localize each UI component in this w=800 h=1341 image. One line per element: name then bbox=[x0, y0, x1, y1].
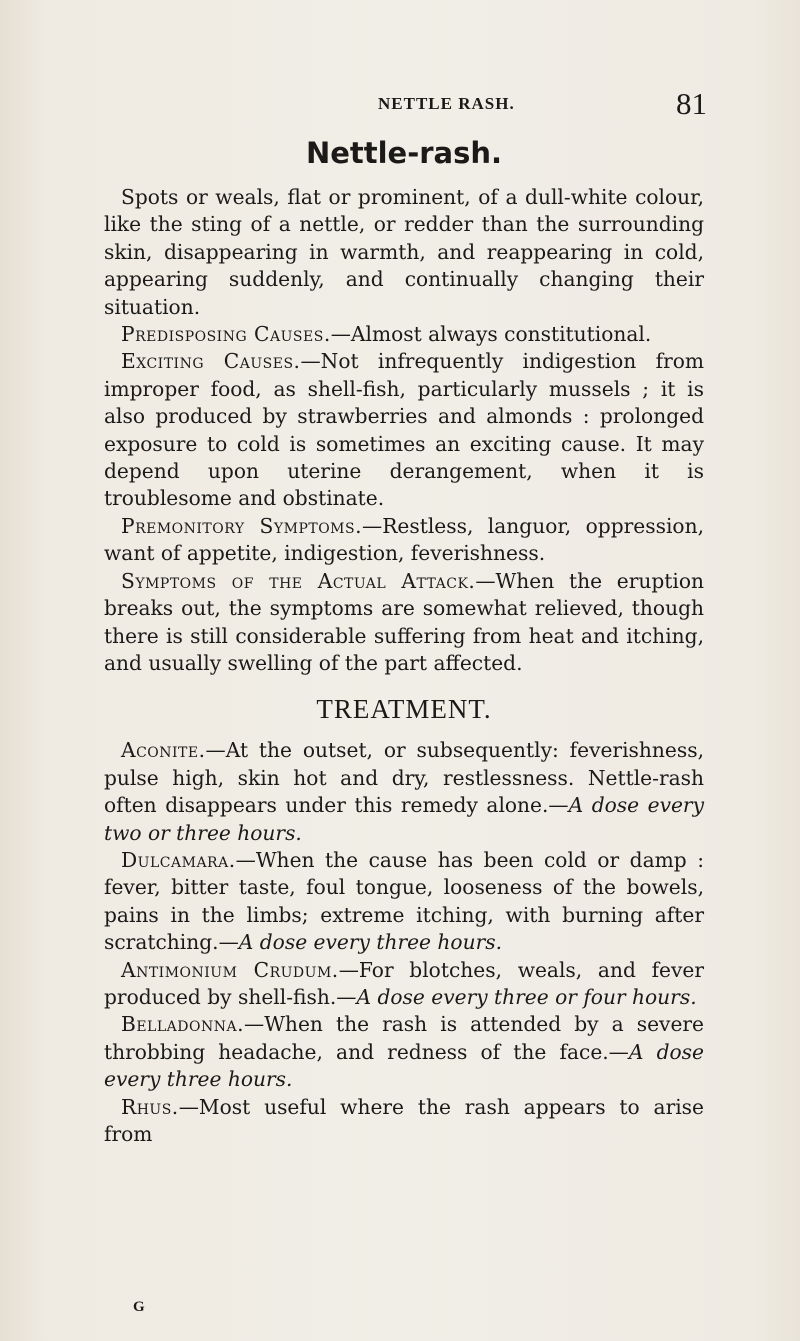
remedy-text: —At the outset, or subsequently: feverishness, pulse high, skin hot and dry, restlessness. Nettle-rash often disappears under this remedy alone.— bbox=[104, 738, 704, 818]
cause-text: —Restless, languor, oppression, want of appetite, indigestion, feverishness. bbox=[104, 513, 704, 566]
signature-mark: G bbox=[133, 1299, 145, 1315]
cause-entry-predisposing bbox=[104, 321, 704, 348]
cause-entry-premonitory bbox=[104, 513, 704, 568]
page-number: 81 bbox=[676, 86, 707, 121]
remedy-dose: A dose every three hours. bbox=[238, 930, 502, 955]
remedy-antimonium-crudum bbox=[104, 957, 704, 1012]
remedy-text: —When the cause has been cold or damp : fever, bitter taste, foul tongue, looseness of the bowels, pains in the limbs; extreme itching, with burning after scratching.— bbox=[104, 847, 704, 955]
cause-text: —When the eruption breaks out, the symptoms are somewhat relieved, though there is still considerable suffering from heat and itching, and usually swelling of the part affected. bbox=[104, 568, 704, 675]
cause-term: Premonitory Symptoms. bbox=[121, 513, 363, 538]
cause-text: —Not infrequently indigestion from improper food, as shell-fish, particularly mussels ; it is also produced by strawberries and almonds : prolonged exposure to cold is sometimes an exciting cause. It may depend upon uterine derangement, when it is troublesome and obstinate. bbox=[104, 349, 705, 511]
remedy-dulcamara bbox=[104, 847, 704, 957]
remedy-belladonna bbox=[104, 1011, 704, 1093]
cause-entry-actual-attack bbox=[104, 568, 704, 678]
description-paragraph: Spots or weals, flat or prominent, of a dull-white colour, like the sting of a nettle, or redder than the surrounding skin, disappearing in warmth, and reappearing in cold, appearing suddenly, and continually changing their situation. bbox=[104, 185, 704, 319]
remedy-dose: A dose every two or three hours. bbox=[104, 793, 704, 845]
cause-entry-exciting bbox=[104, 348, 704, 512]
remedy-dose: A dose every three hours. bbox=[104, 1039, 704, 1092]
remedy-name: Dulcamara. bbox=[121, 847, 236, 872]
remedy-text: —Most useful where the rash appears to arise from bbox=[104, 1094, 704, 1146]
running-head: NETTLE RASH. bbox=[378, 94, 515, 113]
remedy-name: Rhus. bbox=[121, 1094, 179, 1119]
remedy-name: Aconite. bbox=[121, 738, 206, 763]
remedy-text: —For blotches, weals, and fever produced by shell-fish.— bbox=[104, 957, 704, 1009]
cause-term: Exciting Causes. bbox=[121, 349, 301, 374]
remedy-name: Belladonna. bbox=[121, 1012, 244, 1037]
page-header bbox=[0, 86, 800, 126]
page-content bbox=[104, 130, 704, 1148]
cause-term: Predisposing Causes. bbox=[121, 322, 331, 347]
remedy-text: —When the rash is attended by a severe throbbing headache, and redness of the face.— bbox=[104, 1012, 704, 1064]
treatment-heading: TREATMENT. bbox=[316, 694, 492, 725]
cause-term: Symptoms of the Actual Attack. bbox=[121, 568, 476, 593]
article-title: Nettle-rash. bbox=[305, 136, 503, 170]
remedy-name: Antimonium Crudum. bbox=[121, 957, 339, 982]
remedy-dose: A dose every three or four hours. bbox=[356, 984, 697, 1009]
cause-text: —Almost always constitutional. bbox=[330, 322, 652, 347]
remedy-rhus bbox=[104, 1094, 704, 1149]
remedy-aconite bbox=[104, 737, 704, 847]
